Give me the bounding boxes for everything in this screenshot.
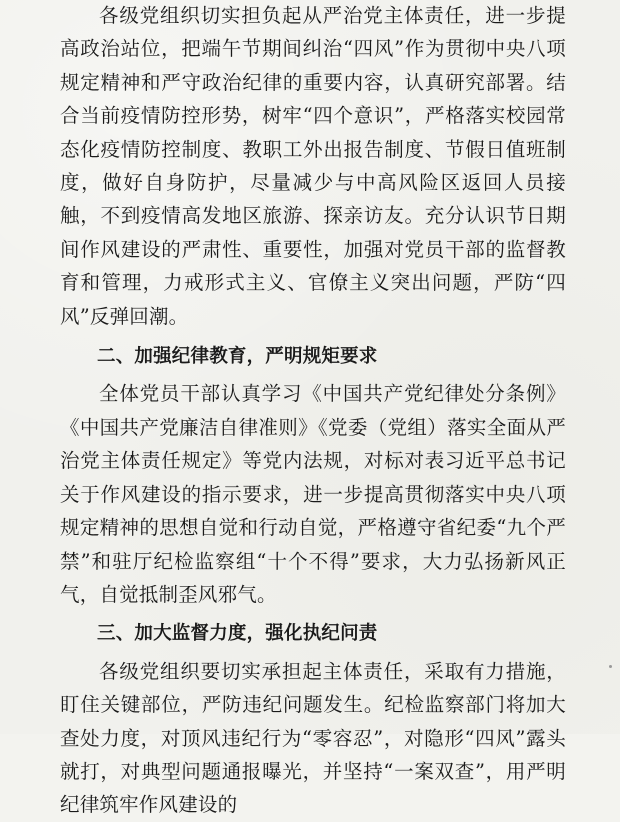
section-heading-supervision: 三、加大监督力度，强化执纪问责 xyxy=(97,623,378,645)
paragraph-party-responsibility: 各级党组织切实担负起从严治党主体责任，进一步提高政治站位，把端午节期间纠治“四风”作为贯彻中央八项规定精神和严守政治纪律的重要内容，认真研究部署。结合当前疫情防控形势，树牢“四个意识”，严格落实校园常态化疫情防控制度、教职工外出报告制度、节假日值班制度，做好自身防护，尽量减少与中高风险区返回人员接触，不到疫情高发地区旅游、探亲访友。充分认识节日期间作风建设的严肃性、重要性，加强对党员干部的监督教育和管理，力戒形式主义、官僚主义突出问题，严防“四风”反弹回潮。 xyxy=(60,4,566,328)
paragraph-supervision: 各级党组织要切实承担起主体责任，采取有力措施，盯住关键部位，严防违纪问题发生。纪检监察部门将加大查处力度，对顶风违纪行为“零容忍”，对隐形“四风”露头就打，对典型问题通报曝光，并坚持“一案双查”，用严明纪律筑牢作风建设的 xyxy=(60,659,566,817)
paragraph-discipline-education: 全体党员干部认真学习《中国共产党纪律处分条例》《中国共产党廉洁自律准则》《党委（党组）落实全面从严治党主体责任规定》等党内法规，对标对表习近平总书记关于作风建设的指示要求，进一步提高贯彻落实中央八项规定精神的思想自觉和行动自觉，严格遵守省纪委“九个严禁”和驻厅纪检监察组“十个不得”要求，大力弘扬新风正气，自觉抵制歪风邪气。 xyxy=(60,382,566,606)
scan-speck xyxy=(609,665,612,668)
document-body xyxy=(60,0,566,822)
section-heading-discipline-education: 二、加强纪律教育，严明规矩要求 xyxy=(97,346,378,368)
